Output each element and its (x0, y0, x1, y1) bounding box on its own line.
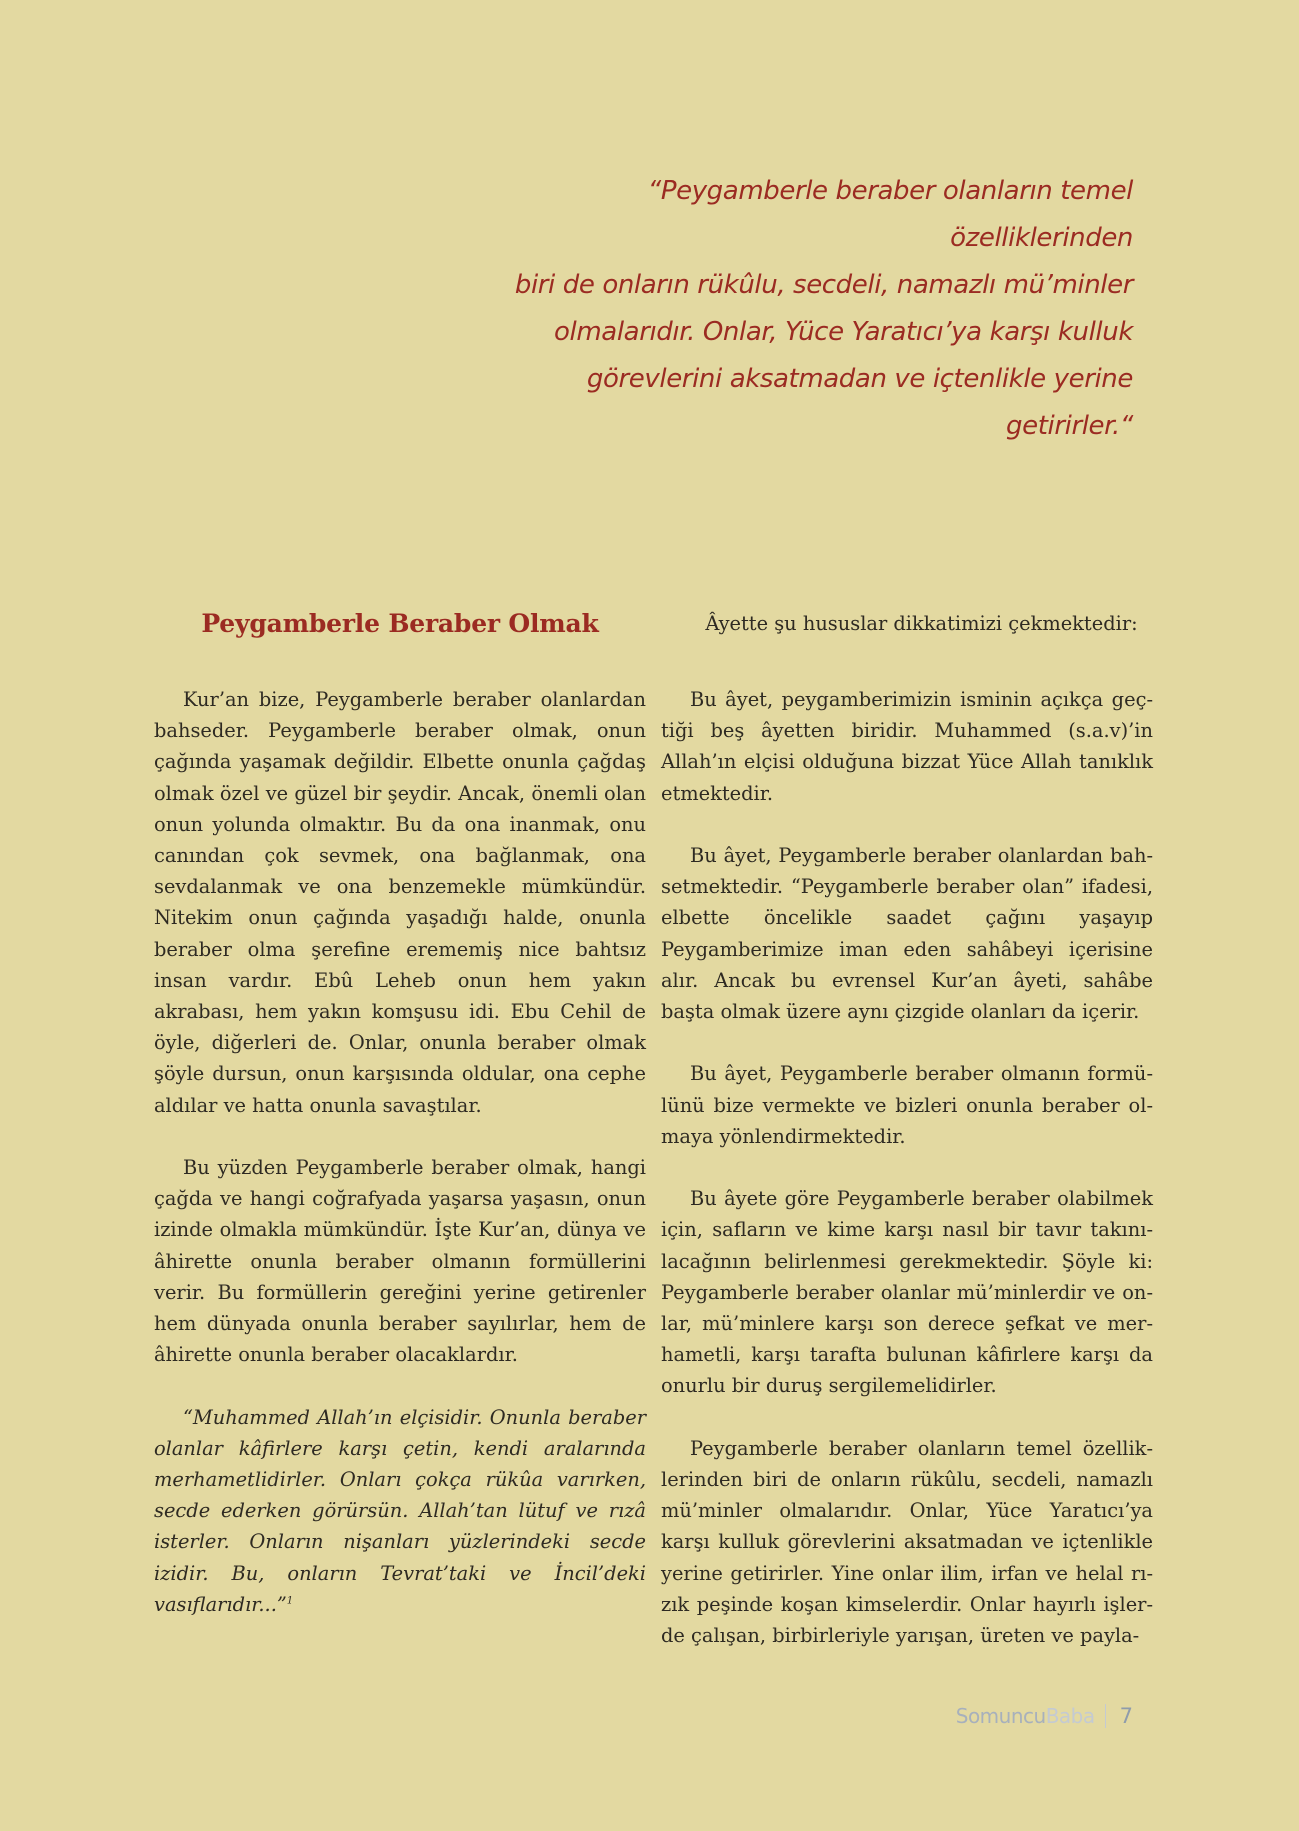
body-paragraph: Bu âyet, peygamberimizin isminin açıkça geçtiği beş âyetten biridir. Muhammed (s.a.v)’in Allah’ın elçisi olduğuna bizzat Yüce Allah tanıklık etmektedir. (661, 688, 1153, 805)
right-column (661, 608, 1153, 1651)
body-paragraph: Bu âyet, Peygamberle beraber olanlardan bahsetmektedir. “Peygamberle beraber olan” ifadesi, elbette öncelikle saadet çağını yaşayıp Peygamberimize iman eden sahâbeyi içerisine alır. Ancak bu evrensel Kur’an âyeti, sahâbe başta olmak üzere aynı çizgide olanları da içerir. (661, 844, 1153, 1024)
pull-quote-line: olmalarıdır. Onlar, Yüce Yaratıcı’ya karşı kulluk (554, 317, 1133, 347)
logo-text-part2: Baba (1045, 1704, 1095, 1728)
body-paragraph: Kur’an bize, Peygamberle beraber olanlardan bahseder. Peygamberle beraber olmak, onun çağında yaşamak değildir. Elbette onunla çağdaş olmak özel ve güzel bir şeydir. Ancak, önemli olan onun yolunda olmaktır. Bu da ona inanmak, onu canından çok sevmek, ona bağlanmak, ona sevdalanmak ve ona benzemekle mümkündür. Nitekim onun çağında yaşadığı halde, onunla beraber olma şerefine erememiş nice bahtsız insan vardır. Ebû Leheb onun hem yakın akrabası, hem yakın komşusu idi. Ebu Cehil de öyle, diğerleri de. Onlar, onunla beraber olmak şöyle dursun, onun karşısında oldular, ona cephe aldılar ve hatta onunla savaştılar. (154, 688, 646, 1117)
body-paragraph: Bu yüzden Peygamberle beraber olmak, hangi çağda ve hangi coğrafyada yaşarsa yaşasın, onun izinde olmakla mümkündür. İşte Kur’an, dünya ve âhirette onunla beraber olmanın formüllerini verir. Bu formüllerin gereğini yerine getirenler hem dünyada onunla beraber sayılırlar, hem de âhirette onunla beraber olacaklardır. (154, 1156, 646, 1367)
section-heading: Peygamberle Beraber Olmak (201, 609, 599, 638)
body-paragraph: Peygamberle beraber olanların temel özelliklerinden biri de onların rükûlu, secdeli, namazlı mü’minler olmalarıdır. Onlar, Yüce Yaratıcı’ya karşı kulluk görevlerini aksatmadan ve içtenlikle yerine getirirler. Yine onlar ilim, irfan ve helal rızık peşinde koşan kimselerdir. Onlar hayırlı işlerde çalışan, birbirleriyle yarışan, üreten ve payla- (661, 1436, 1153, 1648)
pull-quote-line: “Peygamberle beraber olanların temel özelliklerinden (647, 176, 1133, 253)
verse-quote (154, 1402, 646, 1620)
footnote-mark: 1 (286, 1595, 294, 1607)
page-number: 7 (1119, 1704, 1133, 1728)
pull-quote-line: biri de onların rükûlu, secdeli, namazlı mü’minler (514, 270, 1133, 300)
verse-text: “Muhammed Allah’ın elçisidir. Onunla beraber olanlar kâfirlere karşı çetin, kendi aralarında merhametlidirler. Onları çokça rükûa varırken, secde ederken görürsün. Allah’tan lütuf ve rızâ isterler. Onların nişanları yüzlerindeki secde izidir. Bu, onların Tevrat’taki ve İncil’deki vasıflarıdır...” (154, 1405, 646, 1616)
logo-text-part1: Somuncu (955, 1704, 1046, 1728)
left-column (154, 608, 646, 1620)
pull-quote (490, 168, 1133, 450)
magazine-logo (956, 1704, 1095, 1728)
heading-spacer (154, 639, 646, 684)
page-footer (956, 1704, 1133, 1728)
body-paragraph: Bu âyet, Peygamberle beraber olmanın formülünü bize vermekte ve bizleri onunla beraber olmaya yönlendirmektedir. (661, 1062, 1153, 1148)
footer-divider (1105, 1704, 1106, 1728)
body-paragraph: Bu âyete göre Peygamberle beraber olabilmek için, safların ve kime karşı nasıl bir tavır takınılacağının belirlenmesi gerekmektedir. Şöyle ki: Peygamberle beraber olanlar mü’minlerdir ve onlar, mü’minlere karşı son derece şefkat ve merhametli, karşı tarafta bulunan kâfirlere karşı da onurlu bir duruş sergilemelidirler. (661, 1187, 1153, 1398)
intro-line: Âyette şu hususlar dikkatimizi çekmektedir: (705, 612, 1138, 635)
pull-quote-line: görevlerini aksatmadan ve içtenlikle yerine getirirler.“ (586, 364, 1133, 441)
heading-spacer (661, 639, 1153, 684)
